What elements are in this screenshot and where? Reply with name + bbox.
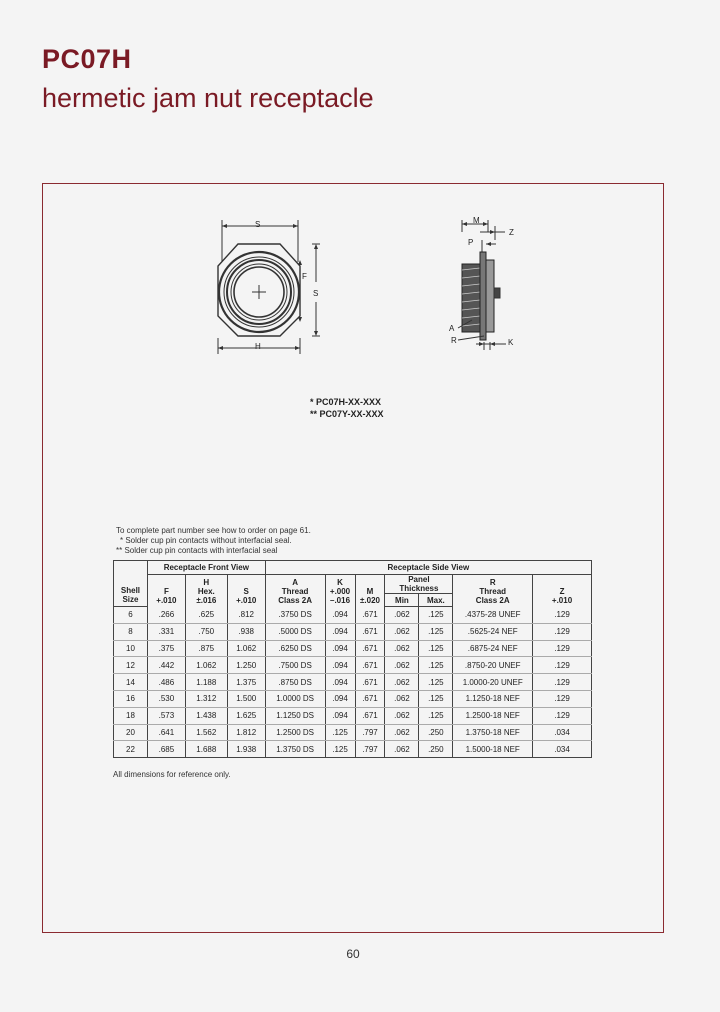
col-header-k: K +.000 –.016	[325, 575, 355, 607]
part-number-list	[310, 396, 384, 420]
cell-shell-size: 8	[114, 623, 148, 640]
col-header-f: F +.010	[147, 575, 185, 607]
cell-s: 1.938	[227, 741, 265, 758]
side-label-a: A	[449, 324, 455, 333]
col-header-panel-thickness: Panel Thickness	[385, 575, 453, 594]
cell-shell-size: 14	[114, 674, 148, 691]
cell-h-hex: 1.188	[185, 674, 227, 691]
cell-s: .938	[227, 623, 265, 640]
group-header-front: Receptacle Front View	[147, 561, 265, 575]
side-label-m: M	[473, 216, 480, 225]
cell-h-hex: 1.062	[185, 657, 227, 674]
cell-z: .129	[533, 657, 592, 674]
cell-panel-min: .062	[385, 657, 419, 674]
cell-shell-size: 20	[114, 724, 148, 741]
cell-a-thread: 1.0000 DS	[265, 690, 325, 707]
col-header-s: S +.010	[227, 575, 265, 607]
cell-m: .797	[355, 741, 385, 758]
col-header-h: H Hex. ±.016	[185, 575, 227, 607]
cell-s: .812	[227, 607, 265, 624]
cell-m: .671	[355, 707, 385, 724]
cell-shell-size: 22	[114, 741, 148, 758]
col-header-r: R Thread Class 2A	[453, 575, 533, 607]
cell-r-thread: 1.0000-20 UNEF	[453, 674, 533, 691]
cell-a-thread: 1.3750 DS	[265, 741, 325, 758]
cell-a-thread: .7500 DS	[265, 657, 325, 674]
front-label-s-side: S	[313, 289, 319, 298]
cell-k: .125	[325, 724, 355, 741]
page-number: 60	[346, 947, 360, 961]
cell-a-thread: .8750 DS	[265, 674, 325, 691]
cell-r-thread: .4375-28 UNEF	[453, 607, 533, 624]
cell-panel-max: .125	[419, 607, 453, 624]
table-row	[114, 690, 592, 707]
side-label-z: Z	[509, 228, 514, 237]
cell-panel-max: .125	[419, 623, 453, 640]
cell-s: 1.500	[227, 690, 265, 707]
cell-panel-min: .062	[385, 741, 419, 758]
cell-a-thread: .5000 DS	[265, 623, 325, 640]
cell-m: .671	[355, 640, 385, 657]
cell-shell-size: 6	[114, 607, 148, 624]
cell-f: .685	[147, 741, 185, 758]
cell-s: 1.625	[227, 707, 265, 724]
cell-a-thread: 1.1250 DS	[265, 707, 325, 724]
cell-r-thread: 1.2500-18 NEF	[453, 707, 533, 724]
cell-h-hex: .625	[185, 607, 227, 624]
cell-panel-max: .125	[419, 690, 453, 707]
part-number: ** PC07Y-XX-XXX	[310, 409, 384, 419]
product-description-subtitle: hermetic jam nut receptacle	[42, 83, 374, 113]
cell-m: .671	[355, 607, 385, 624]
cell-f: .486	[147, 674, 185, 691]
col-header-shell: Shell Size	[114, 561, 148, 607]
cell-z: .129	[533, 690, 592, 707]
product-code-title: PC07H	[42, 44, 132, 74]
cell-s: 1.812	[227, 724, 265, 741]
cell-h-hex: .750	[185, 623, 227, 640]
col-header-z: Z +.010	[533, 575, 592, 607]
col-header-max: Max.	[419, 594, 453, 607]
cell-k: .125	[325, 741, 355, 758]
cell-panel-min: .062	[385, 623, 419, 640]
note-line: ** Solder cup pin contacts with interfacial seal	[116, 546, 278, 555]
table-row	[114, 674, 592, 691]
col-header-min: Min	[385, 594, 419, 607]
cell-m: .671	[355, 623, 385, 640]
front-view-diagram	[200, 212, 330, 358]
cell-a-thread: .6250 DS	[265, 640, 325, 657]
cell-f: .266	[147, 607, 185, 624]
table-row	[114, 607, 592, 624]
cell-panel-min: .062	[385, 724, 419, 741]
cell-h-hex: .875	[185, 640, 227, 657]
cell-h-hex: 1.688	[185, 741, 227, 758]
cell-k: .094	[325, 623, 355, 640]
cell-panel-max: .125	[419, 674, 453, 691]
front-label-f: F	[302, 272, 307, 281]
cell-panel-max: .250	[419, 741, 453, 758]
cell-panel-min: .062	[385, 707, 419, 724]
part-number: * PC07H-XX-XXX	[310, 397, 382, 407]
cell-panel-max: .125	[419, 640, 453, 657]
cell-shell-size: 16	[114, 690, 148, 707]
cell-panel-min: .062	[385, 640, 419, 657]
cell-z: .034	[533, 724, 592, 741]
reference-footnote: All dimensions for reference only.	[113, 770, 231, 779]
cell-r-thread: 1.1250-18 NEF	[453, 690, 533, 707]
cell-h-hex: 1.312	[185, 690, 227, 707]
cell-k: .094	[325, 707, 355, 724]
cell-z: .034	[533, 741, 592, 758]
cell-shell-size: 12	[114, 657, 148, 674]
front-label-s-top: S	[255, 220, 261, 229]
dimensions-table	[113, 560, 592, 758]
cell-r-thread: .5625-24 NEF	[453, 623, 533, 640]
cell-m: .671	[355, 657, 385, 674]
cell-m: .671	[355, 674, 385, 691]
cell-m: .797	[355, 724, 385, 741]
cell-z: .129	[533, 640, 592, 657]
note-line: * Solder cup pin contacts without interfacial seal.	[120, 536, 292, 545]
side-label-k: K	[508, 338, 514, 347]
cell-a-thread: 1.2500 DS	[265, 724, 325, 741]
col-header-m: M ±.020	[355, 575, 385, 607]
cell-z: .129	[533, 623, 592, 640]
drawing-frame	[42, 183, 664, 933]
cell-h-hex: 1.438	[185, 707, 227, 724]
cell-k: .094	[325, 690, 355, 707]
side-label-r: R	[451, 336, 457, 345]
cell-shell-size: 18	[114, 707, 148, 724]
cell-z: .129	[533, 707, 592, 724]
table-row	[114, 640, 592, 657]
cell-k: .094	[325, 607, 355, 624]
cell-f: .442	[147, 657, 185, 674]
cell-panel-max: .125	[419, 707, 453, 724]
cell-r-thread: .8750-20 UNEF	[453, 657, 533, 674]
cell-k: .094	[325, 640, 355, 657]
front-label-h: H	[255, 342, 261, 351]
cell-f: .641	[147, 724, 185, 741]
cell-s: 1.250	[227, 657, 265, 674]
cell-h-hex: 1.562	[185, 724, 227, 741]
cell-s: 1.062	[227, 640, 265, 657]
cell-a-thread: .3750 DS	[265, 607, 325, 624]
cell-panel-min: .062	[385, 674, 419, 691]
cell-z: .129	[533, 674, 592, 691]
note-line: To complete part number see how to order on page 61.	[116, 526, 311, 535]
cell-s: 1.375	[227, 674, 265, 691]
cell-r-thread: .6875-24 NEF	[453, 640, 533, 657]
cell-f: .375	[147, 640, 185, 657]
cell-f: .530	[147, 690, 185, 707]
cell-panel-max: .250	[419, 724, 453, 741]
cell-k: .094	[325, 657, 355, 674]
cell-r-thread: 1.5000-18 NEF	[453, 741, 533, 758]
cell-r-thread: 1.3750-18 NEF	[453, 724, 533, 741]
cell-panel-min: .062	[385, 690, 419, 707]
table-row	[114, 707, 592, 724]
cell-m: .671	[355, 690, 385, 707]
table-row	[114, 741, 592, 758]
cell-k: .094	[325, 674, 355, 691]
side-label-p: P	[468, 238, 474, 247]
cell-f: .573	[147, 707, 185, 724]
cell-panel-max: .125	[419, 657, 453, 674]
ordering-notes	[116, 526, 311, 556]
cell-f: .331	[147, 623, 185, 640]
group-header-side: Receptacle Side View	[265, 561, 591, 575]
cell-z: .129	[533, 607, 592, 624]
cell-panel-min: .062	[385, 607, 419, 624]
table-row	[114, 657, 592, 674]
table-row	[114, 724, 592, 741]
col-header-a: A Thread Class 2A	[265, 575, 325, 607]
cell-shell-size: 10	[114, 640, 148, 657]
table-row	[114, 623, 592, 640]
